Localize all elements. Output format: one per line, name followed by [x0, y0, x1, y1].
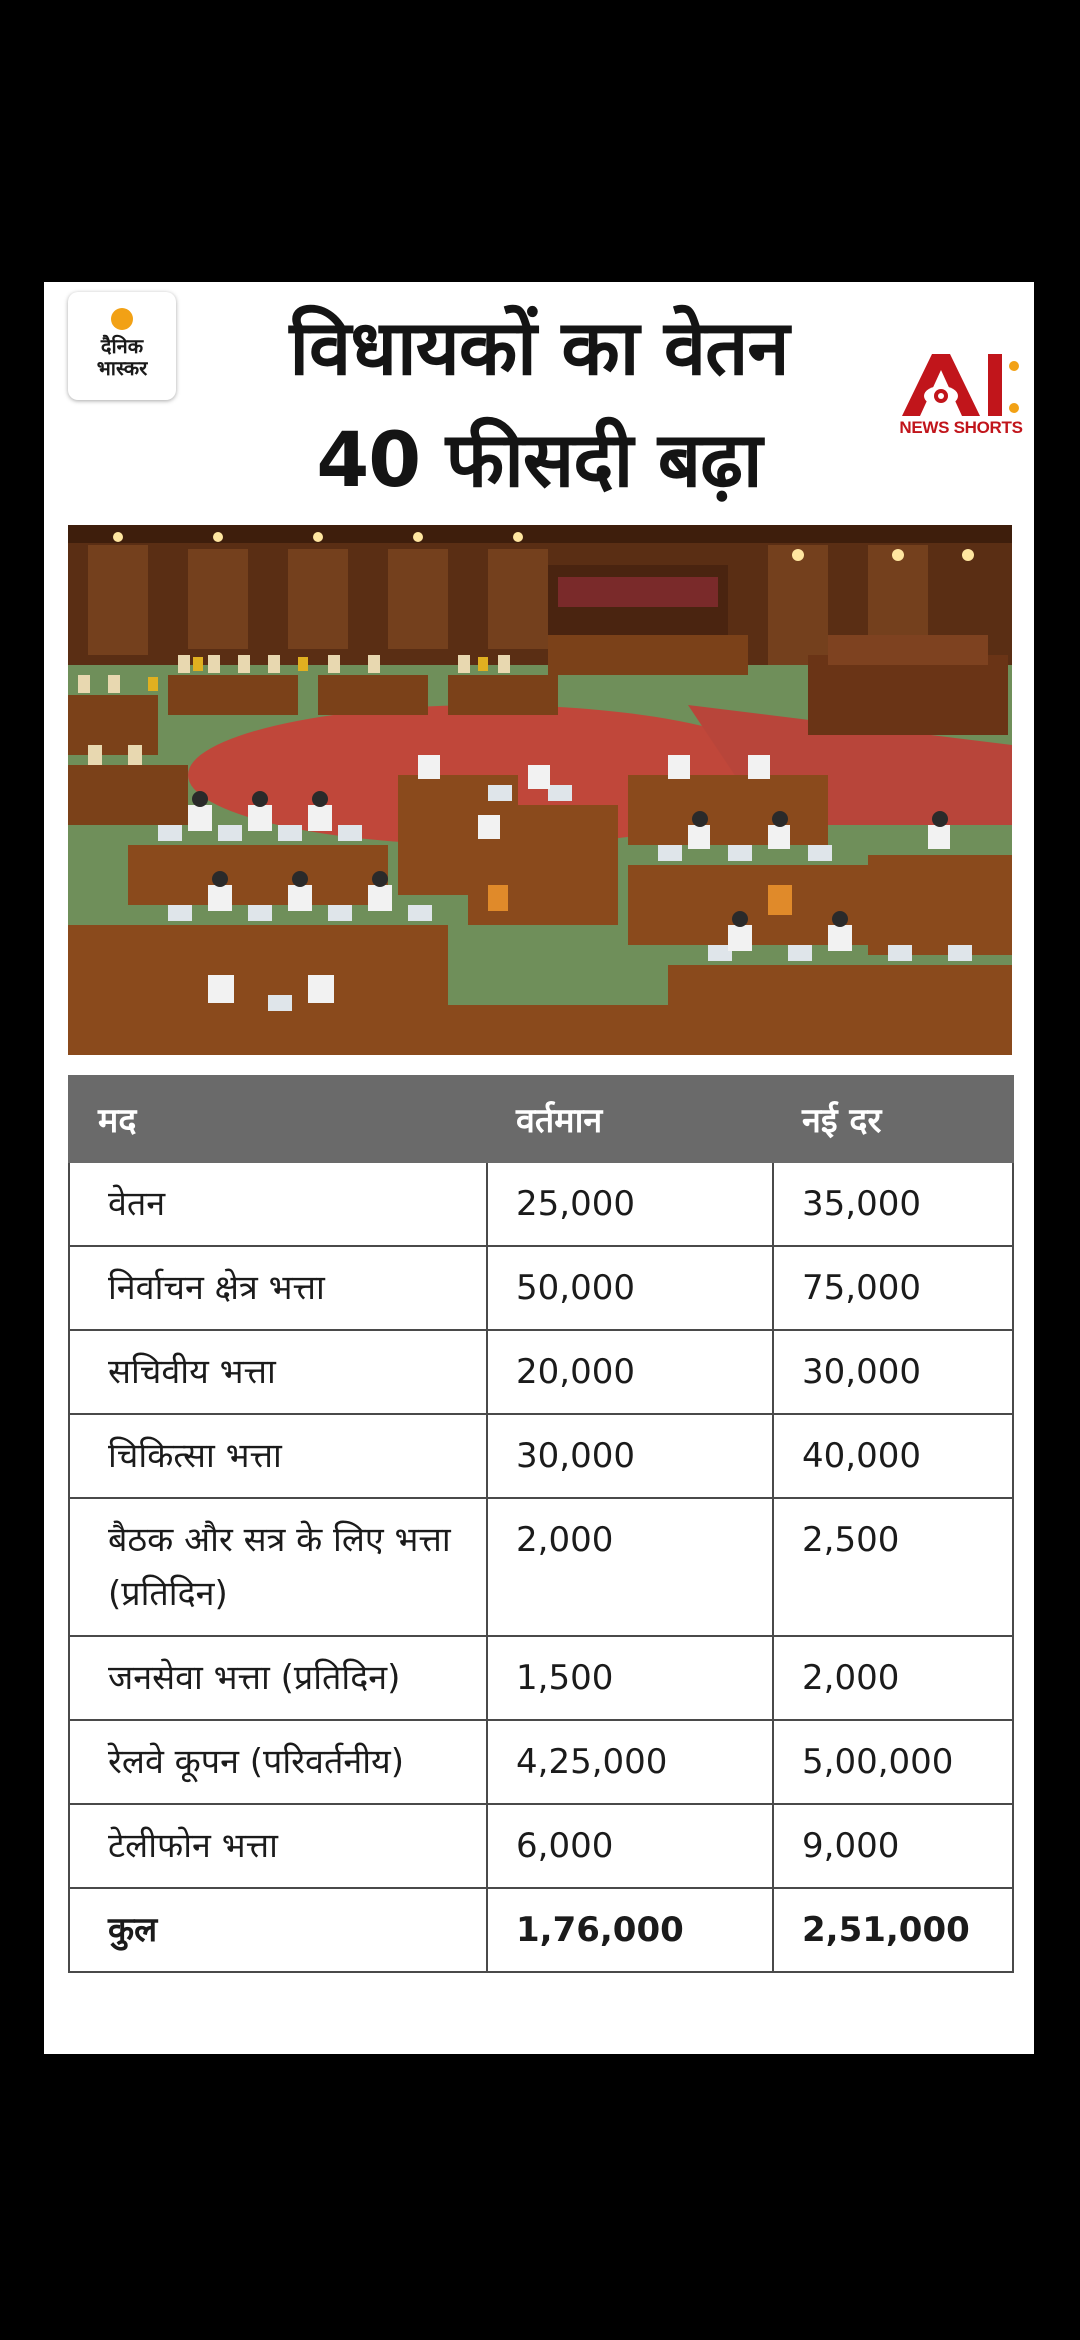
- assembly-hall-photo: [68, 525, 1012, 1055]
- row-current: 1,500: [487, 1636, 773, 1720]
- row-new: 40,000: [773, 1414, 1013, 1498]
- row-current: 50,000: [487, 1246, 773, 1330]
- headline-line-2: 40 फीसदी बढ़ा: [316, 415, 762, 504]
- dainik-bhaskar-logo: [68, 292, 176, 400]
- row-new: 30,000: [773, 1330, 1013, 1414]
- row-new: 35,000: [773, 1162, 1013, 1246]
- ai-eye-logo-icon: [896, 352, 1026, 418]
- headline: [184, 292, 894, 516]
- total-current: 1,76,000: [487, 1888, 773, 1972]
- row-item: चिकित्सा भत्ता: [69, 1414, 487, 1498]
- brand-line-2: भास्कर: [96, 356, 148, 380]
- row-item: टेलीफोन भत्ता: [69, 1804, 487, 1888]
- table-row: [69, 1720, 1013, 1804]
- row-current: 30,000: [487, 1414, 773, 1498]
- row-item: जनसेवा भत्ता (प्रतिदिन): [69, 1636, 487, 1720]
- table-row: [69, 1804, 1013, 1888]
- salary-comparison-table: [68, 1075, 1014, 1973]
- table-header-row: [69, 1076, 1013, 1162]
- table-row: [69, 1246, 1013, 1330]
- row-current: 4,25,000: [487, 1720, 773, 1804]
- headline-line-1: विधायकों का वेतन: [289, 303, 789, 392]
- row-new: 75,000: [773, 1246, 1013, 1330]
- total-new: 2,51,000: [773, 1888, 1013, 1972]
- header-current: वर्तमान: [487, 1076, 773, 1162]
- row-new: 2,000: [773, 1636, 1013, 1720]
- row-current: 20,000: [487, 1330, 773, 1414]
- row-item: सचिवीय भत्ता: [69, 1330, 487, 1414]
- brand-line-1: दैनिक: [100, 334, 144, 358]
- row-new: 2,500: [773, 1498, 1013, 1636]
- header-new-rate: नई दर: [773, 1076, 1013, 1162]
- table-row: [69, 1636, 1013, 1720]
- ai-logo-caption: NEWS SHORTS: [899, 418, 1023, 437]
- table-row: [69, 1162, 1013, 1246]
- row-item: वेतन: [69, 1162, 487, 1246]
- row-new: 5,00,000: [773, 1720, 1013, 1804]
- total-label: कुल: [69, 1888, 487, 1972]
- row-item: रेलवे कूपन (परिवर्तनीय): [69, 1720, 487, 1804]
- row-item: निर्वाचन क्षेत्र भत्ता: [69, 1246, 487, 1330]
- sun-icon: [111, 308, 133, 330]
- table-total-row: [69, 1888, 1013, 1972]
- header-item: मद: [69, 1076, 487, 1162]
- table-row: [69, 1498, 1013, 1636]
- row-current: 25,000: [487, 1162, 773, 1246]
- row-new: 9,000: [773, 1804, 1013, 1888]
- row-current: 2,000: [487, 1498, 773, 1636]
- table-row: [69, 1330, 1013, 1414]
- row-item: बैठक और सत्र के लिए भत्ता (प्रतिदिन): [69, 1498, 487, 1636]
- news-card: [44, 282, 1034, 2054]
- row-current: 6,000: [487, 1804, 773, 1888]
- ai-news-shorts-logo: [896, 352, 1026, 442]
- table-row: [69, 1414, 1013, 1498]
